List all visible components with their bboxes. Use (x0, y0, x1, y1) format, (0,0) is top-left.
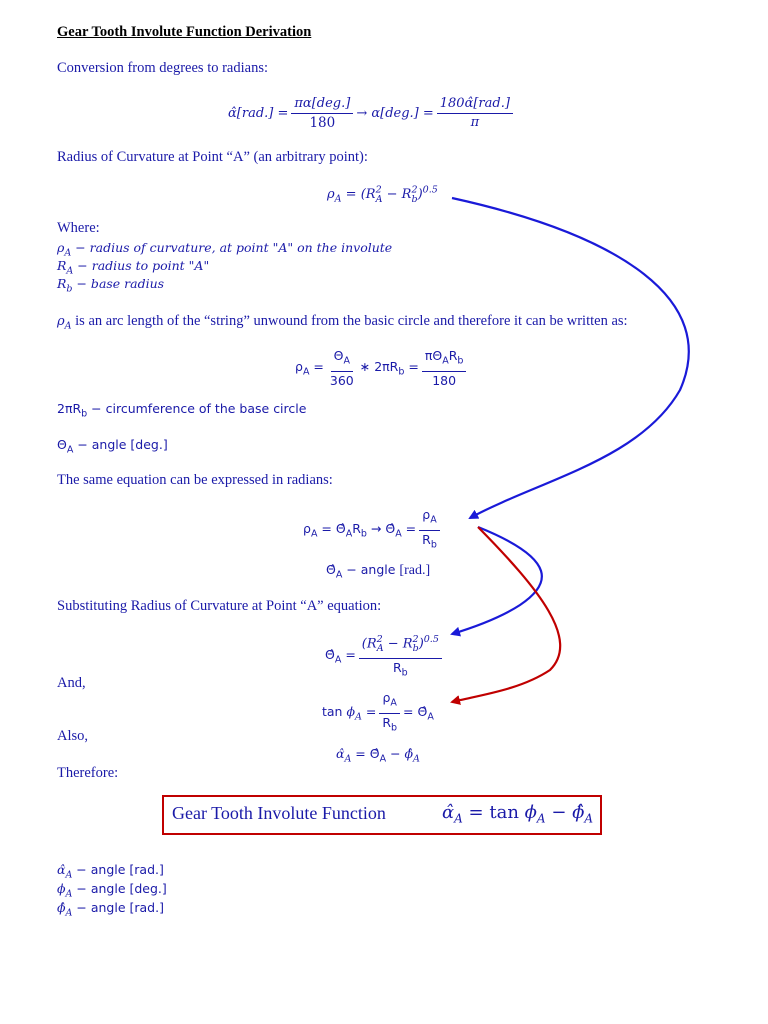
theta-hat-def: $\Thetâ_A$ − angle [rad.] (326, 562, 431, 581)
tan-rhs: = $\Thetâ_A$ (403, 703, 434, 723)
tan-lhs: $\tan \phi_A$ = (322, 703, 377, 723)
final-def-phi-hat: $\phî_A$ − angle [rad.] (57, 900, 164, 919)
rad-frac-den: $R_b$ (422, 531, 437, 550)
arc-frac1-den: 360 (329, 372, 354, 388)
alpha-equation: $\alphâ_A$ = $\Thetâ_A$ − $\phî_A$ (336, 746, 420, 765)
circumference-def: $2\pi R_b$ − circumference of the base circle (57, 401, 307, 420)
also-label: Also, (57, 728, 89, 744)
where-item-rb: $R_b$ − base radius (57, 276, 165, 295)
where-label: Where: (57, 220, 100, 236)
arc-frac2-den: 180 (432, 372, 457, 388)
final-def-phi: $\phi_A$ − angle [deg.] (57, 881, 167, 900)
theta-def: $\Theta_A$ − angle [deg.] (57, 437, 168, 456)
arrow-radians-to-tan (452, 527, 560, 702)
conversion-label: Conversion from degrees to radians: (57, 60, 269, 76)
rad-lhs: $\rho_A$ = $\Thetâ_AR_b$ → $\Thetâ_A$ = (303, 520, 417, 540)
page-title: Gear Tooth Involute Function Derivation (57, 24, 312, 40)
tan-frac-den: $R_b$ (382, 714, 398, 733)
substitution-label: Substituting Radius of Curvature at Point “A” equation: (57, 598, 382, 614)
conv-frac2-den: π (470, 115, 480, 130)
conv-lhs: α̂[rad.] = (228, 106, 289, 121)
conv-frac2-num: 180α̂[rad.] (437, 96, 513, 114)
conv-arrow: → α[deg.] = (356, 106, 434, 121)
therefore-label: Therefore: (57, 765, 119, 781)
subst-lhs: $\Thetâ_A$ = (325, 647, 356, 666)
conv-frac1-num: πα[deg.] (291, 96, 353, 114)
final-def-alpha: $\alphâ_A$ − angle [rad.] (57, 862, 164, 881)
arc-lhs: $\rho_A$ = (295, 359, 324, 378)
where-item-rho: $\rho_A$ − radius of curvature, at point "A" on the involute (57, 240, 393, 259)
arc-frac1-num: $\Theta_A$ (331, 348, 353, 372)
arc-frac2-num: $\pi\Theta_AR_b$ (422, 348, 467, 372)
rad-frac-num: $\rho_A$ (419, 507, 439, 531)
arrow-radians-to-substitution (452, 527, 542, 634)
tan-frac-num: $\rho_A$ (379, 690, 399, 714)
same-eq-label: The same equation can be expressed in radians: (57, 472, 333, 488)
subst-frac-den: $R_b$ (392, 659, 408, 679)
arrow-radius-to-radians (452, 198, 689, 518)
where-item-ra: $R_A$ − radius to point "A" (57, 258, 210, 277)
result-box-label: Gear Tooth Involute Function (172, 803, 386, 823)
conv-frac1-den: 180 (309, 115, 336, 131)
result-box-equation: $\alphâ_A = \tan \phi_A$ − $\phî_A$ (442, 802, 594, 826)
radius-label: Radius of Curvature at Point “A” (an arbitrary point): (57, 149, 368, 165)
arc-symbol: $\rho_A$ (57, 314, 72, 332)
radius-eq-text: $\rho_A = (R^2_A - R^2_b)^{0.5}$ (327, 185, 438, 205)
arc-mid: ∗ $2\pi R_b$ = (359, 359, 419, 378)
arc-text: is an arc length of the “string” unwound from the basic circle and therefore it can be written as: (75, 313, 628, 329)
subst-frac-num: $(R^2_A - R^2_b)^{0.5}$ (359, 632, 442, 659)
and-label: And, (57, 675, 86, 691)
